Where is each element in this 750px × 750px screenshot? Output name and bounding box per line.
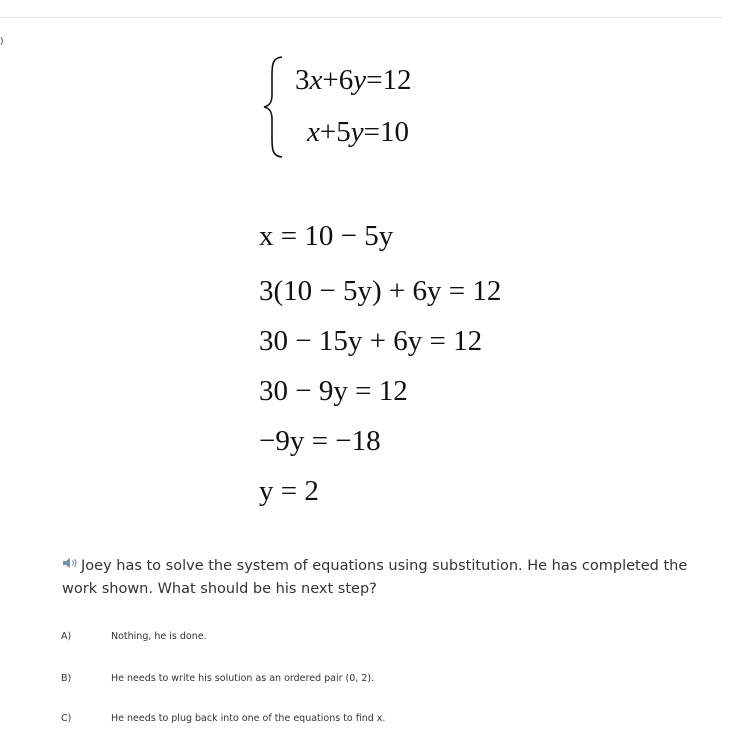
equation-2 xyxy=(307,118,409,147)
choice-a-text: Nothing, he is done. xyxy=(111,631,207,642)
eq2-variable-y: y xyxy=(350,116,364,148)
left-brace-icon xyxy=(262,55,286,159)
choice-c[interactable] xyxy=(61,713,721,731)
work-step-4: 30 − 9y = 12 xyxy=(259,375,408,407)
choice-b-letter: B) xyxy=(61,673,72,684)
eq2-equals: = xyxy=(363,116,380,148)
eq1-coefficient-a: 3 xyxy=(295,64,310,96)
eq1-equals: = xyxy=(366,64,383,96)
question-prompt xyxy=(62,555,712,601)
choice-b[interactable] xyxy=(61,673,721,691)
eq1-variable-x: x xyxy=(309,64,323,96)
system-of-equations xyxy=(262,55,482,161)
work-step-6: y = 2 xyxy=(259,475,319,507)
eq1-variable-y: y xyxy=(353,64,367,96)
eq1-plus: + xyxy=(322,64,339,96)
eq2-coefficient-b: 5 xyxy=(336,116,351,148)
work-step-1: x = 10 − 5y xyxy=(259,220,394,252)
eq1-rhs: 12 xyxy=(382,64,412,96)
work-step-5: −9y = −18 xyxy=(259,425,381,457)
eq2-rhs: 10 xyxy=(379,116,409,148)
work-step-2: 3(10 − 5y) + 6y = 12 xyxy=(259,275,502,307)
work-step-3: 30 − 15y + 6y = 12 xyxy=(259,325,483,357)
question-number: ) xyxy=(0,37,4,47)
equation-1 xyxy=(295,66,411,95)
choice-c-letter: C) xyxy=(61,713,72,724)
speaker-icon[interactable] xyxy=(62,557,79,569)
top-divider xyxy=(0,17,722,18)
prompt-text: Joey has to solve the system of equations using substitution. He has completed the work shown. What should be his next step? xyxy=(62,558,688,597)
eq2-variable-x: x xyxy=(307,116,320,148)
choice-a-letter: A) xyxy=(61,631,72,642)
choice-b-text: He needs to write his solution as an ordered pair (0, 2). xyxy=(111,673,375,684)
choice-c-text: He needs to plug back into one of the equations to find x. xyxy=(111,713,386,724)
eq2-plus: + xyxy=(319,116,337,148)
choice-a[interactable] xyxy=(61,631,721,649)
eq1-coefficient-b: 6 xyxy=(338,64,354,96)
